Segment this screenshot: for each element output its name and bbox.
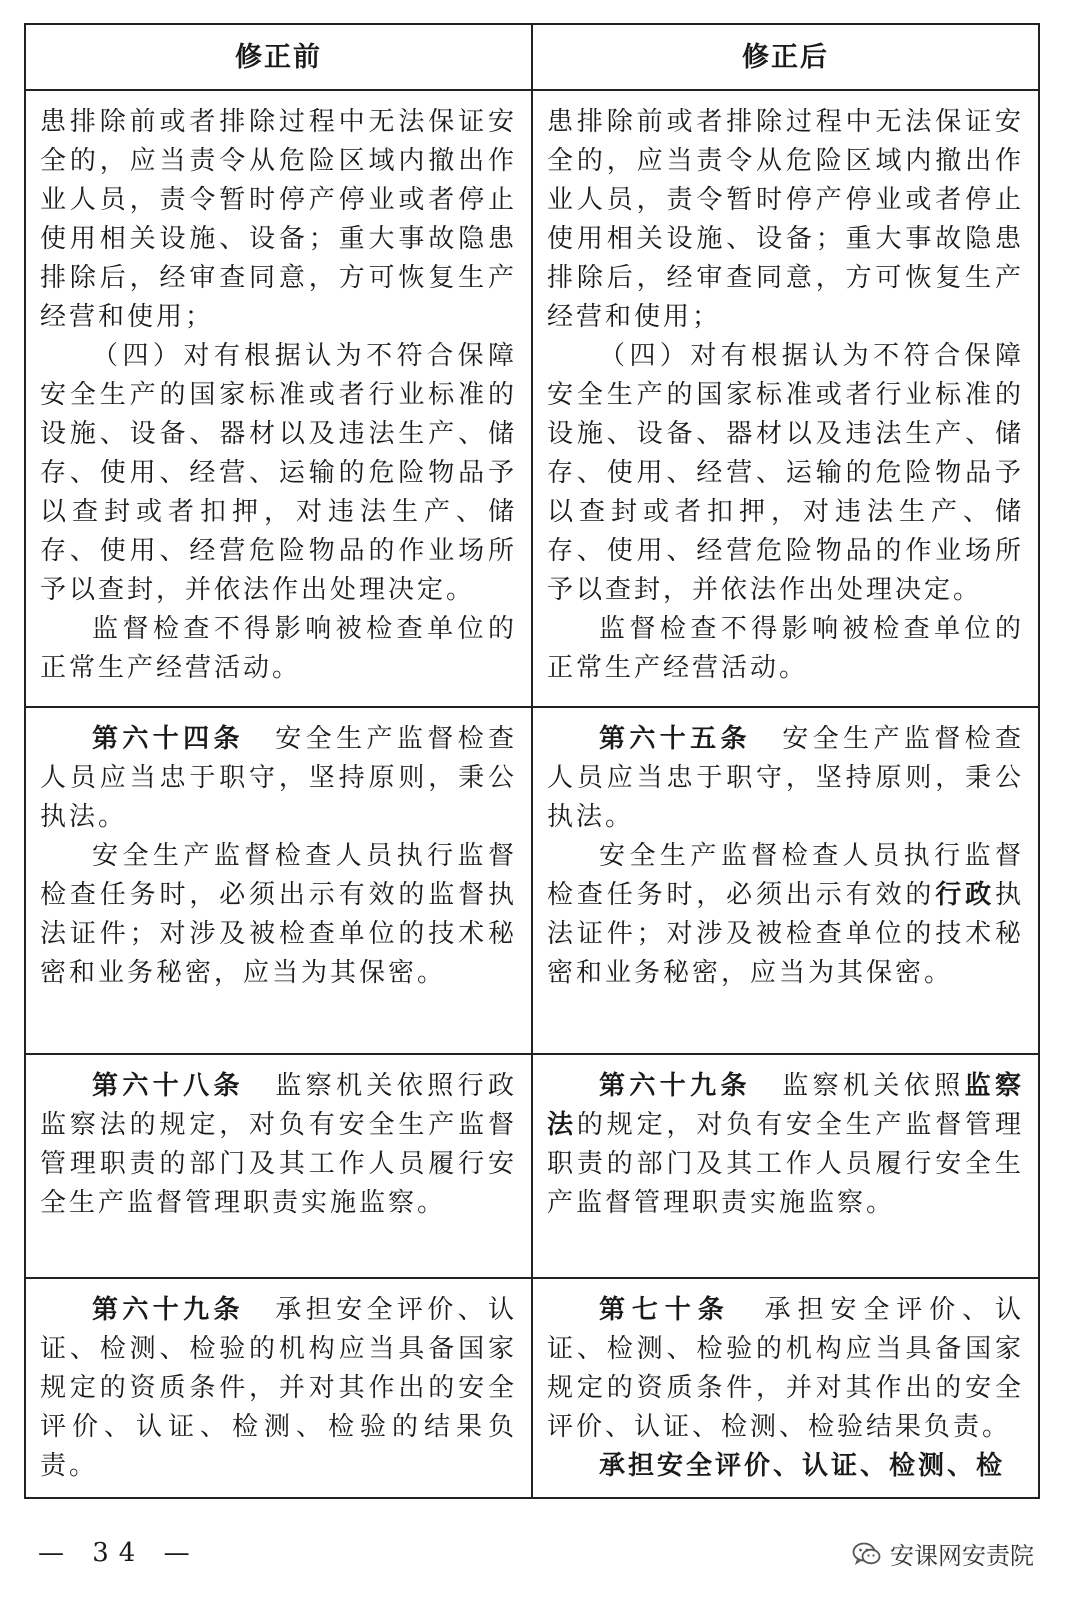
paragraph: 安全生产监督检查人员执行监督检查任务时，必须出示有效的监督执法证件；对涉及被检查单位的技术秘密和业务秘密，应当为其保密。 (40, 841, 517, 988)
cell-after (532, 1278, 1039, 1498)
article-text: 的规定，对负有安全生产监督管理职责的部门及其工作人员履行安全生产监督管理职责实施监察。 (547, 1110, 1024, 1218)
article-number: 第六十五条 (599, 724, 751, 754)
amended-text: 承担安全评价、认证、检测、检 (599, 1451, 1006, 1481)
paragraph (40, 1291, 517, 1486)
article-number: 第六十四条 (92, 724, 244, 754)
article-text: 承担安全评价、认证、检测、检验的机构应当具备国家规定的资质条件，并对其作出的安全评价、认证、检测、检验的结果负责。 (40, 1295, 517, 1481)
article-text: 安全生产监督检查人员应当忠于职守，坚持原则，秉公执法。 (40, 724, 517, 832)
paragraph: 监督检查不得影响被检查单位的正常生产经营活动。 (40, 614, 517, 683)
header-after: 修正后 (532, 24, 1039, 90)
comparison-table (24, 23, 1040, 1499)
article-number: 第六十八条 (92, 1071, 244, 1101)
watermark (852, 1536, 1034, 1571)
table-row (25, 707, 1039, 1054)
paragraph (547, 1291, 1024, 1447)
paragraph: 患排除前或者排除过程中无法保证安全的，应当责令从危险区域内撤出作业人员，责令暂时停产停业或者停止使用相关设施、设备；重大事故隐患排除后，经审查同意，方可恢复生产经营和使用； (40, 107, 517, 332)
article-text: 监察机关依照行政监察法的规定，对负有安全生产监督管理职责的部门及其工作人员履行安全生产监督管理职责实施监察。 (40, 1071, 517, 1218)
paragraph (547, 720, 1024, 837)
table-row (25, 1054, 1039, 1278)
cell-before (25, 707, 532, 1054)
cell-before (25, 1278, 532, 1498)
wechat-icon (852, 1541, 882, 1567)
paragraph: 患排除前或者排除过程中无法保证安全的，应当责令从危险区域内撤出作业人员，责令暂时停产停业或者停止使用相关设施、设备；重大事故隐患排除后，经审查同意，方可恢复生产经营和使用； (547, 107, 1024, 332)
article-text: 安全生产监督检查人员应当忠于职守，坚持原则，秉公执法。 (547, 724, 1024, 832)
cell-after (532, 90, 1039, 707)
table-header-row (25, 24, 1039, 90)
cell-after (532, 707, 1039, 1054)
cell-before (25, 90, 532, 707)
brand-name: 安课网安责院 (890, 1542, 1034, 1570)
article-number: 第六十九条 (599, 1071, 751, 1101)
article-text: 安全生产监督检查人员执行监督检查任务时，必须出示有效的 (547, 841, 1024, 910)
cell-before (25, 1054, 532, 1278)
cell-after (532, 1054, 1039, 1278)
article-text: 执法证件；对涉及被检查单位的技术秘密和业务秘密，应当为其保密。 (547, 880, 1024, 988)
amended-text: 行政 (935, 880, 995, 910)
page-number: — 34 — (38, 1538, 200, 1568)
article-number: 第六十九条 (92, 1295, 244, 1325)
paragraph: 监督检查不得影响被检查单位的正常生产经营活动。 (547, 614, 1024, 683)
header-before: 修正前 (25, 24, 532, 90)
paragraph (40, 1067, 517, 1223)
article-number: 第七十条 (599, 1295, 731, 1325)
paragraph (547, 1067, 1024, 1223)
table-row (25, 1278, 1039, 1498)
paragraph (547, 837, 1024, 993)
table-row (25, 90, 1039, 707)
article-text: 承担安全评价、认证、检测、检验的机构应当具备国家规定的资质条件，并对其作出的安全评价、认证、检测、检验结果负责。 (547, 1295, 1024, 1442)
paragraph: （四）对有根据认为不符合保障安全生产的国家标准或者行业标准的设施、设备、器材以及违法生产、储存、使用、经营、运输的危险物品予以查封或者扣押，对违法生产、储存、使用、经营危险物品的作业场所予以查封，并依法作出处理决定。 (40, 341, 517, 605)
paragraph: （四）对有根据认为不符合保障安全生产的国家标准或者行业标准的设施、设备、器材以及违法生产、储存、使用、经营、运输的危险物品予以查封或者扣押，对违法生产、储存、使用、经营危险物品的作业场所予以查封，并依法作出处理决定。 (547, 341, 1024, 605)
amended-text: 监察法 (547, 1071, 1024, 1140)
article-text: 监察机关依照 (780, 1071, 965, 1101)
paragraph (40, 720, 517, 837)
